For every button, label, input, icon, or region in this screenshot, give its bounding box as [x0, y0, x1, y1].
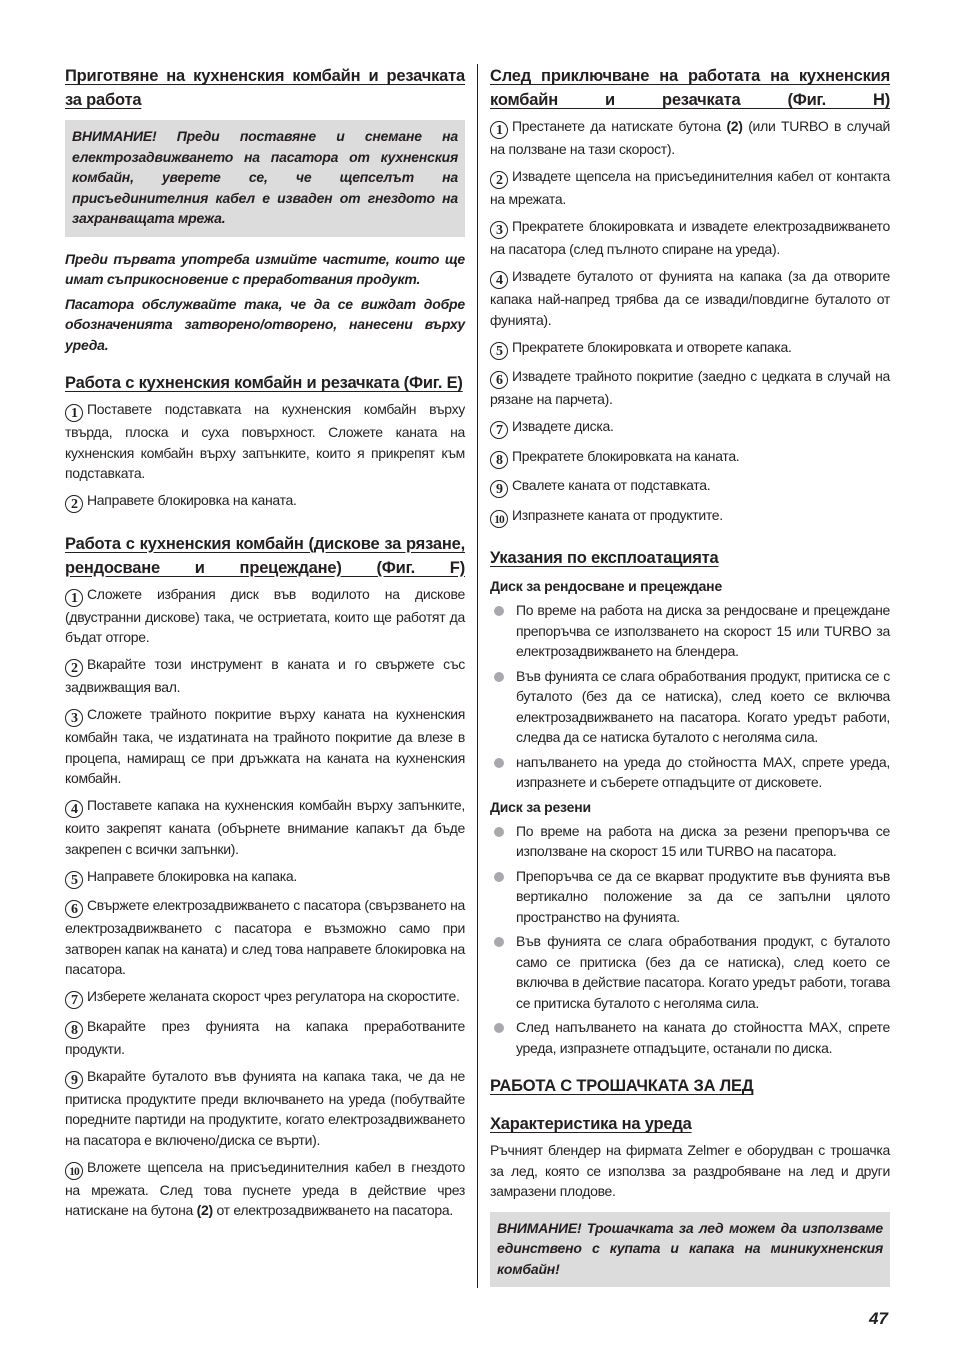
circled-number-icon: 2: [65, 659, 83, 677]
circled-number-icon: 7: [490, 421, 508, 439]
step-item: 2 Извадете щепсела на присъединителния кабел от контакта на мрежата.: [490, 168, 890, 207]
circled-number-icon: 1: [65, 404, 83, 422]
step-item: 4 Поставете капака на кухненския комбайн върху запънките, които закрепят каната (обърнете внимание капакът да бъде закрепен с всички запънки).: [65, 797, 465, 857]
circled-number-icon: 6: [490, 371, 508, 389]
step-item: 6 Извадете трайното покритие (заедно с цедката в случай на рязане на парчета).: [490, 368, 890, 407]
page-number: 47: [869, 1309, 888, 1328]
step-item: 6 Свържете електрозадвижването с пасатора (свързването на електрозадвижването с пасатора е възможно само при затворен капак на каната) и след това направете блокировка на пасатора.: [65, 897, 465, 977]
circled-number-icon: 6: [65, 900, 83, 918]
bullet-item: По време на работа на диска за рендосване и прецеждане препоръчва се използването на скорост 15 или TURBO за електрозадвижването на блендера.: [490, 600, 890, 662]
step-item: 3 Сложете трайното покритие върху каната на кухненския комбайн така, че издатината на трайното покритие да влезе в процепа, намиращ се при дръжката на каната на кухненския комбайн.: [65, 706, 465, 786]
bullet-dot-icon: [494, 1023, 504, 1033]
step-item: 2 Направете блокировка на каната.: [65, 490, 465, 513]
bullet-item: напълването на уреда до стойността MAX, спрете уреда, изпразнете и съберете отпадъците от дисковете.: [490, 752, 890, 793]
circled-number-icon: 8: [65, 1021, 83, 1039]
step-item: 7 Извадете диска.: [490, 416, 890, 439]
circled-number-icon: 2: [65, 495, 83, 513]
right-column: [490, 64, 890, 1299]
circled-number-icon: 9: [65, 1071, 83, 1089]
bullet-list: [490, 821, 890, 1059]
step-item: 1 Поставете подставката на кухненския комбайн върху твърда, плоска и суха повърхност. Сложете каната на кухненския комбайн върху запънките, които я прикрепят към подставката.: [65, 401, 465, 481]
circled-number-icon: 3: [490, 221, 508, 239]
section-title-ice-crusher: РАБОТА С ТРОШАЧКАТА ЗА ЛЕД: [490, 1077, 754, 1095]
bullet-dot-icon: [494, 937, 504, 947]
subtitle-device-characteristics: Характеристика на уреда: [490, 1115, 692, 1133]
note-wash-parts: Преди първата употреба измийте частите, които ще имат съприкосновение с преработвания продукт.: [65, 250, 465, 287]
section-title-usage-instructions: Указания по експлоатацията: [490, 549, 719, 567]
step-item: 8 Прекратете блокировката на каната.: [490, 446, 890, 469]
step-item: 1 Сложете избрания диск във водилото на дискове (двустранни дискове) така, че остриетата, които ще работят да бъдат отгоре.: [65, 585, 465, 645]
circled-number-icon: 10: [490, 510, 508, 528]
paragraph-description: Ръчният блендер на фирмата Zelmer е оборудван с трошачка за лед, която се използва за раздробяване на лед и други замразени плодове.: [490, 1142, 890, 1199]
bullet-dot-icon: [494, 758, 504, 768]
circled-number-icon: 5: [490, 342, 508, 360]
column-divider: [477, 64, 478, 1288]
step-item: 10 Изпразнете каната от продуктите.: [490, 505, 890, 528]
step-item: 9 Свалете каната от подставката.: [490, 475, 890, 498]
step-item: 5 Прекратете блокировката и отворете капака.: [490, 337, 890, 360]
step-item: 1 Престанете да натискате бутона (2) (или TURBO в случай на ползване на тази скорост).: [490, 118, 890, 157]
note-open-closed-marks: Пасатора обслужвайте така, че да се виждат добре обозначенията затворено/отворено, нанесени върху уреда.: [65, 295, 465, 353]
bullet-item: По време на работа на диска за резени препоръчва се използване на скорост 15 или TURBO на пасатора.: [490, 821, 890, 862]
bullet-dot-icon: [494, 672, 504, 682]
bullet-item: След напълването на каната до стойността MAX, спрете уреда, изпразнете отпадъците, останали по диска.: [490, 1017, 890, 1058]
warning-box: ВНИМАНИЕ! Преди поставяне и снемане на електрозадвижването на пасатора от кухненския комбайн, уверете се, че щепселът на присъединителния кабел е изваден от гнездото на захранващата мрежа.: [65, 120, 465, 237]
bullet-dot-icon: [494, 872, 504, 882]
section-title-after-work-fig-h: След приключване на работата на кухненския комбайн и резачката (Фиг. H): [490, 67, 890, 109]
step-item: 7 Изберете желаната скорост чрез регулатора на скоростите.: [65, 986, 465, 1009]
section-title-work-fig-e: Работа с кухненския комбайн и резачката (Фиг. E): [65, 374, 463, 392]
step-item: 8 Вкарайте през фунията на капака преработваните продукти.: [65, 1017, 465, 1057]
circled-number-icon: 9: [490, 480, 508, 498]
step-item: 4 Извадете буталото от фунията на капака (за да отворите капака най-напред трябва да се извади/повдигне буталото от фунията).: [490, 268, 890, 328]
step-item: 9 Вкарайте буталото във фунията на капака така, че да не притиска продуктите преди включването на уреда (побутвайте поредните партиди на продуктите, когато електрозадвижването на пасатора е включено/диска се върти).: [65, 1067, 465, 1148]
step-item: 2 Вкарайте този инструмент в каната и го свържете със задвижващия вал.: [65, 656, 465, 695]
bullet-item: Във фунията се слага обработвания продукт, притиска се с буталото (без да се натиска), след което се включва електрозадвижването на пасатора. Когато уредът работи, следва да се натиска буталото с неголяма сила.: [490, 666, 890, 748]
circled-number-icon: 1: [490, 121, 508, 139]
subtitle-slicing-disc: Диск за резени: [490, 798, 591, 815]
circled-number-icon: 1: [65, 589, 83, 607]
warning-box: ВНИМАНИЕ! Трошачката за лед можем да използваме единствено с купата и капака на миникухненския комбайн!: [490, 1212, 890, 1288]
left-column: [65, 64, 465, 1227]
circled-number-icon: 2: [490, 171, 508, 189]
circled-number-icon: 8: [490, 451, 508, 469]
step-item: 10 Вложете щепсела на присъединителния кабел в гнездото на мрежата. След това пуснете уреда в действие чрез натискане на бутона (2) от електрозадвижването на пасатора.: [65, 1158, 465, 1218]
section-title-preparation: Приготвяне на кухненския комбайн и резачката за работа: [65, 67, 465, 109]
bullet-item: Във фунията се слага обработвания продукт, с буталото само се притиска (без да се натиска), след което се включва в действие пасатора. Когато уредът работи, тогава се притиска буталото с неголяма сила.: [490, 931, 890, 1013]
circled-number-icon: 3: [65, 709, 83, 727]
step-item: 5 Направете блокировка на капака.: [65, 866, 465, 889]
bullet-item: Препоръчва се да се вкарват продуктите във фунията във вертикално положение за да се запълни цялото пространство на фунията.: [490, 866, 890, 928]
bullet-dot-icon: [494, 827, 504, 837]
subtitle-grating-disc: Диск за рендосване и прецеждане: [490, 578, 723, 594]
circled-number-icon: 4: [65, 800, 83, 818]
circled-number-icon: 4: [490, 271, 508, 289]
step-item: 3 Прекратете блокировката и извадете електрозадвижването на пасатора (след пълното спиране на уреда).: [490, 218, 890, 257]
circled-number-icon: 5: [65, 871, 83, 889]
circled-number-icon: 7: [65, 991, 83, 1009]
section-title-discs-fig-f: Работа с кухненския комбайн (дискове за рязане, рендосване и прецеждане) (Фиг. F): [65, 534, 465, 577]
circled-number-icon: 10: [65, 1162, 83, 1180]
bullet-dot-icon: [494, 606, 504, 616]
bullet-list: [490, 600, 890, 793]
